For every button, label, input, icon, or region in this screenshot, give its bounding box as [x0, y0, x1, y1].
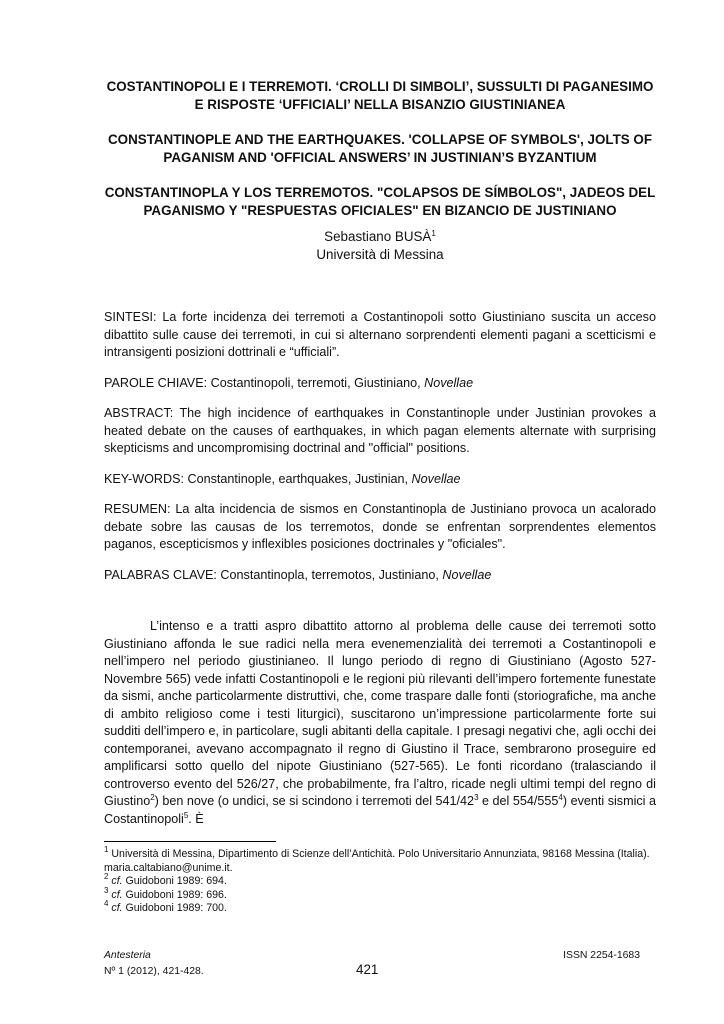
- footnote-number: 2: [104, 872, 109, 882]
- footnote-italic: cf.: [111, 875, 123, 888]
- parole-chiave-italic: Novellae: [424, 375, 474, 390]
- title-spanish: CONSTANTINOPLA Y LOS TERREMOTOS. "COLAPSOS DE SÍMBOLOS", JADEOS DEL PAGANISMO Y "RESPUESTAS OFICIALES" EN BIZANCIO DE JUSTINIANO: [104, 185, 656, 218]
- journal-name: Antesteria: [104, 950, 151, 961]
- body-text-5: . È: [188, 811, 204, 826]
- footnote-italic: cf.: [111, 888, 123, 901]
- author-name: Sebastiano BUSÀ: [324, 229, 432, 244]
- footnote-ref-3: 3: [474, 793, 479, 802]
- author-block: [104, 228, 656, 264]
- footnote: [104, 872, 656, 889]
- title-english: CONSTANTINOPLE AND THE EARTHQUAKES. 'COLLAPSE OF SYMBOLS', JOLTS OF PAGANISM AND 'OFFICIAL ANSWERS’ IN JUSTINIAN’S BYZANTIUM: [108, 132, 652, 165]
- key-words-text: KEY-WORDS: Constantinople, earthquakes, Justinian,: [104, 471, 412, 486]
- footnote-ref-4: 4: [558, 793, 563, 802]
- key-words: [104, 471, 656, 489]
- parole-chiave: [104, 375, 656, 393]
- sintesi-paragraph: SINTESI: La forte incidenza dei terremoti a Costantinopoli sotto Giustiniano suscita un acceso dibattito sulle cause dei terremoti, in cui si alternano sorprendenti elementi pagani a scetticismi e intransigenti posizioni dottrinali e “ufficiali”.: [104, 310, 656, 359]
- palabras-clave-text: PALABRAS CLAVE: Constantinopla, terremotos, Justiniano,: [104, 567, 443, 582]
- footnote-text: Guidoboni 1989: 696.: [122, 888, 227, 901]
- footnote-number: 1: [104, 845, 109, 854]
- body-text-4: ) eventi sismici a Costantinopoli: [104, 794, 656, 826]
- abstract-paragraph: ABSTRACT: The high incidence of earthquakes in Constantinople under Justinian provokes a heated debate on the causes of earthquakes, in which pagan elements alternate with surprising skepticisms and uncompromising doctrinal and "official" positions.: [104, 406, 656, 455]
- author-name-line: [104, 228, 656, 246]
- footnote-text: Università di Messina, Dipartimento di Scienze dell’Antichità. Polo Universitario Annunziata, 98168 Messina (Italia). maria.caltabiano@unime.it.: [104, 848, 650, 874]
- footnote: [104, 899, 656, 916]
- journal-issue: Nº 1 (2012), 421-428.: [104, 966, 204, 977]
- footnote-text: Guidoboni 1989: 700.: [122, 902, 227, 915]
- body-text-2: ) ben nove (o undici, se si scindono i terremoti del 541/42: [154, 794, 475, 808]
- footnote-ref-2: 2: [150, 793, 155, 802]
- palabras-clave: [104, 567, 656, 585]
- footer-left: [104, 948, 204, 980]
- footnote-number: 3: [104, 885, 109, 895]
- body-text-1: L’intenso e a tratti aspro dibattito attorno al problema delle cause dei terremoti sotto Giustiniano affonda le sue radici nella mera evenemenzialità dei terremoti a Costantinopoli e nell’impero nel periodo giustinianeo. Il lungo periodo di regno di Giustiniano (Agosto 527-Novembre 565) vede infatti Costantinopoli e le regioni più rilevanti dell’impero fortemente funestate da sismi, anche particolarmente distruttivi, che, come traspare dalle fonti (storiografiche, ma anche di ambito religioso come i testi liturgici), suscitarono un’impressione particolarmente forte sui sudditi dell’impero e, in particolare, sugli abitanti della capitale. I presagi negativi che, agli occhi dei contemporanei, avevano accompagnato il regno di Giustino il Trace, sembrarono proseguire ed amplificarsi sotto quello del nipote Giustiniano (527-565). Le fonti ricordano (tralasciando il controverso evento del 526/27, che probabilmente, fra l’altro, ricade negli ultimi tempi del regno di Giustino: [104, 619, 656, 808]
- footnote: [104, 885, 656, 903]
- footnote: [104, 845, 656, 875]
- palabras-clave-italic: Novellae: [442, 567, 492, 582]
- page-number: 421: [356, 962, 379, 977]
- footnote-italic: cf.: [111, 902, 123, 915]
- footnotes: [104, 845, 656, 916]
- footnote-number: 4: [104, 899, 109, 909]
- footnote-separator: [104, 841, 276, 842]
- footnote-ref-5: 5: [183, 810, 189, 820]
- key-words-italic: Novellae: [411, 471, 461, 486]
- parole-chiave-text: PAROLE CHIAVE: Costantinopoli, terremoti, Giustiniano,: [104, 375, 425, 390]
- issn: ISSN 2254-1683: [563, 950, 640, 961]
- footnote-text: Guidoboni 1989: 694.: [122, 875, 227, 888]
- resumen-paragraph: RESUMEN: La alta incidencia de sismos en Constantinopla de Justiniano provoca un acalorado debate sobre las causas de los terremotos, donde se enfrentan sorprendentes elementos paganos, escepticismos y inflexibles posiciones doctrinales y "oficiales".: [104, 502, 656, 551]
- author-affiliation: Università di Messina: [316, 247, 444, 262]
- title-italian: COSTANTINOPOLI E I TERREMOTI. ‘CROLLI DI SIMBOLI’, SUSSULTI DI PAGANESIMO E RISPOSTE ‘UFFICIALI’ NELLA BISANZIO GIUSTINIANEA: [106, 79, 654, 112]
- paper-page: [104, 78, 656, 916]
- body-paragraph: [104, 618, 656, 828]
- body-text-3: e del 554/555: [478, 794, 559, 808]
- author-footnote-mark: 1: [431, 229, 436, 238]
